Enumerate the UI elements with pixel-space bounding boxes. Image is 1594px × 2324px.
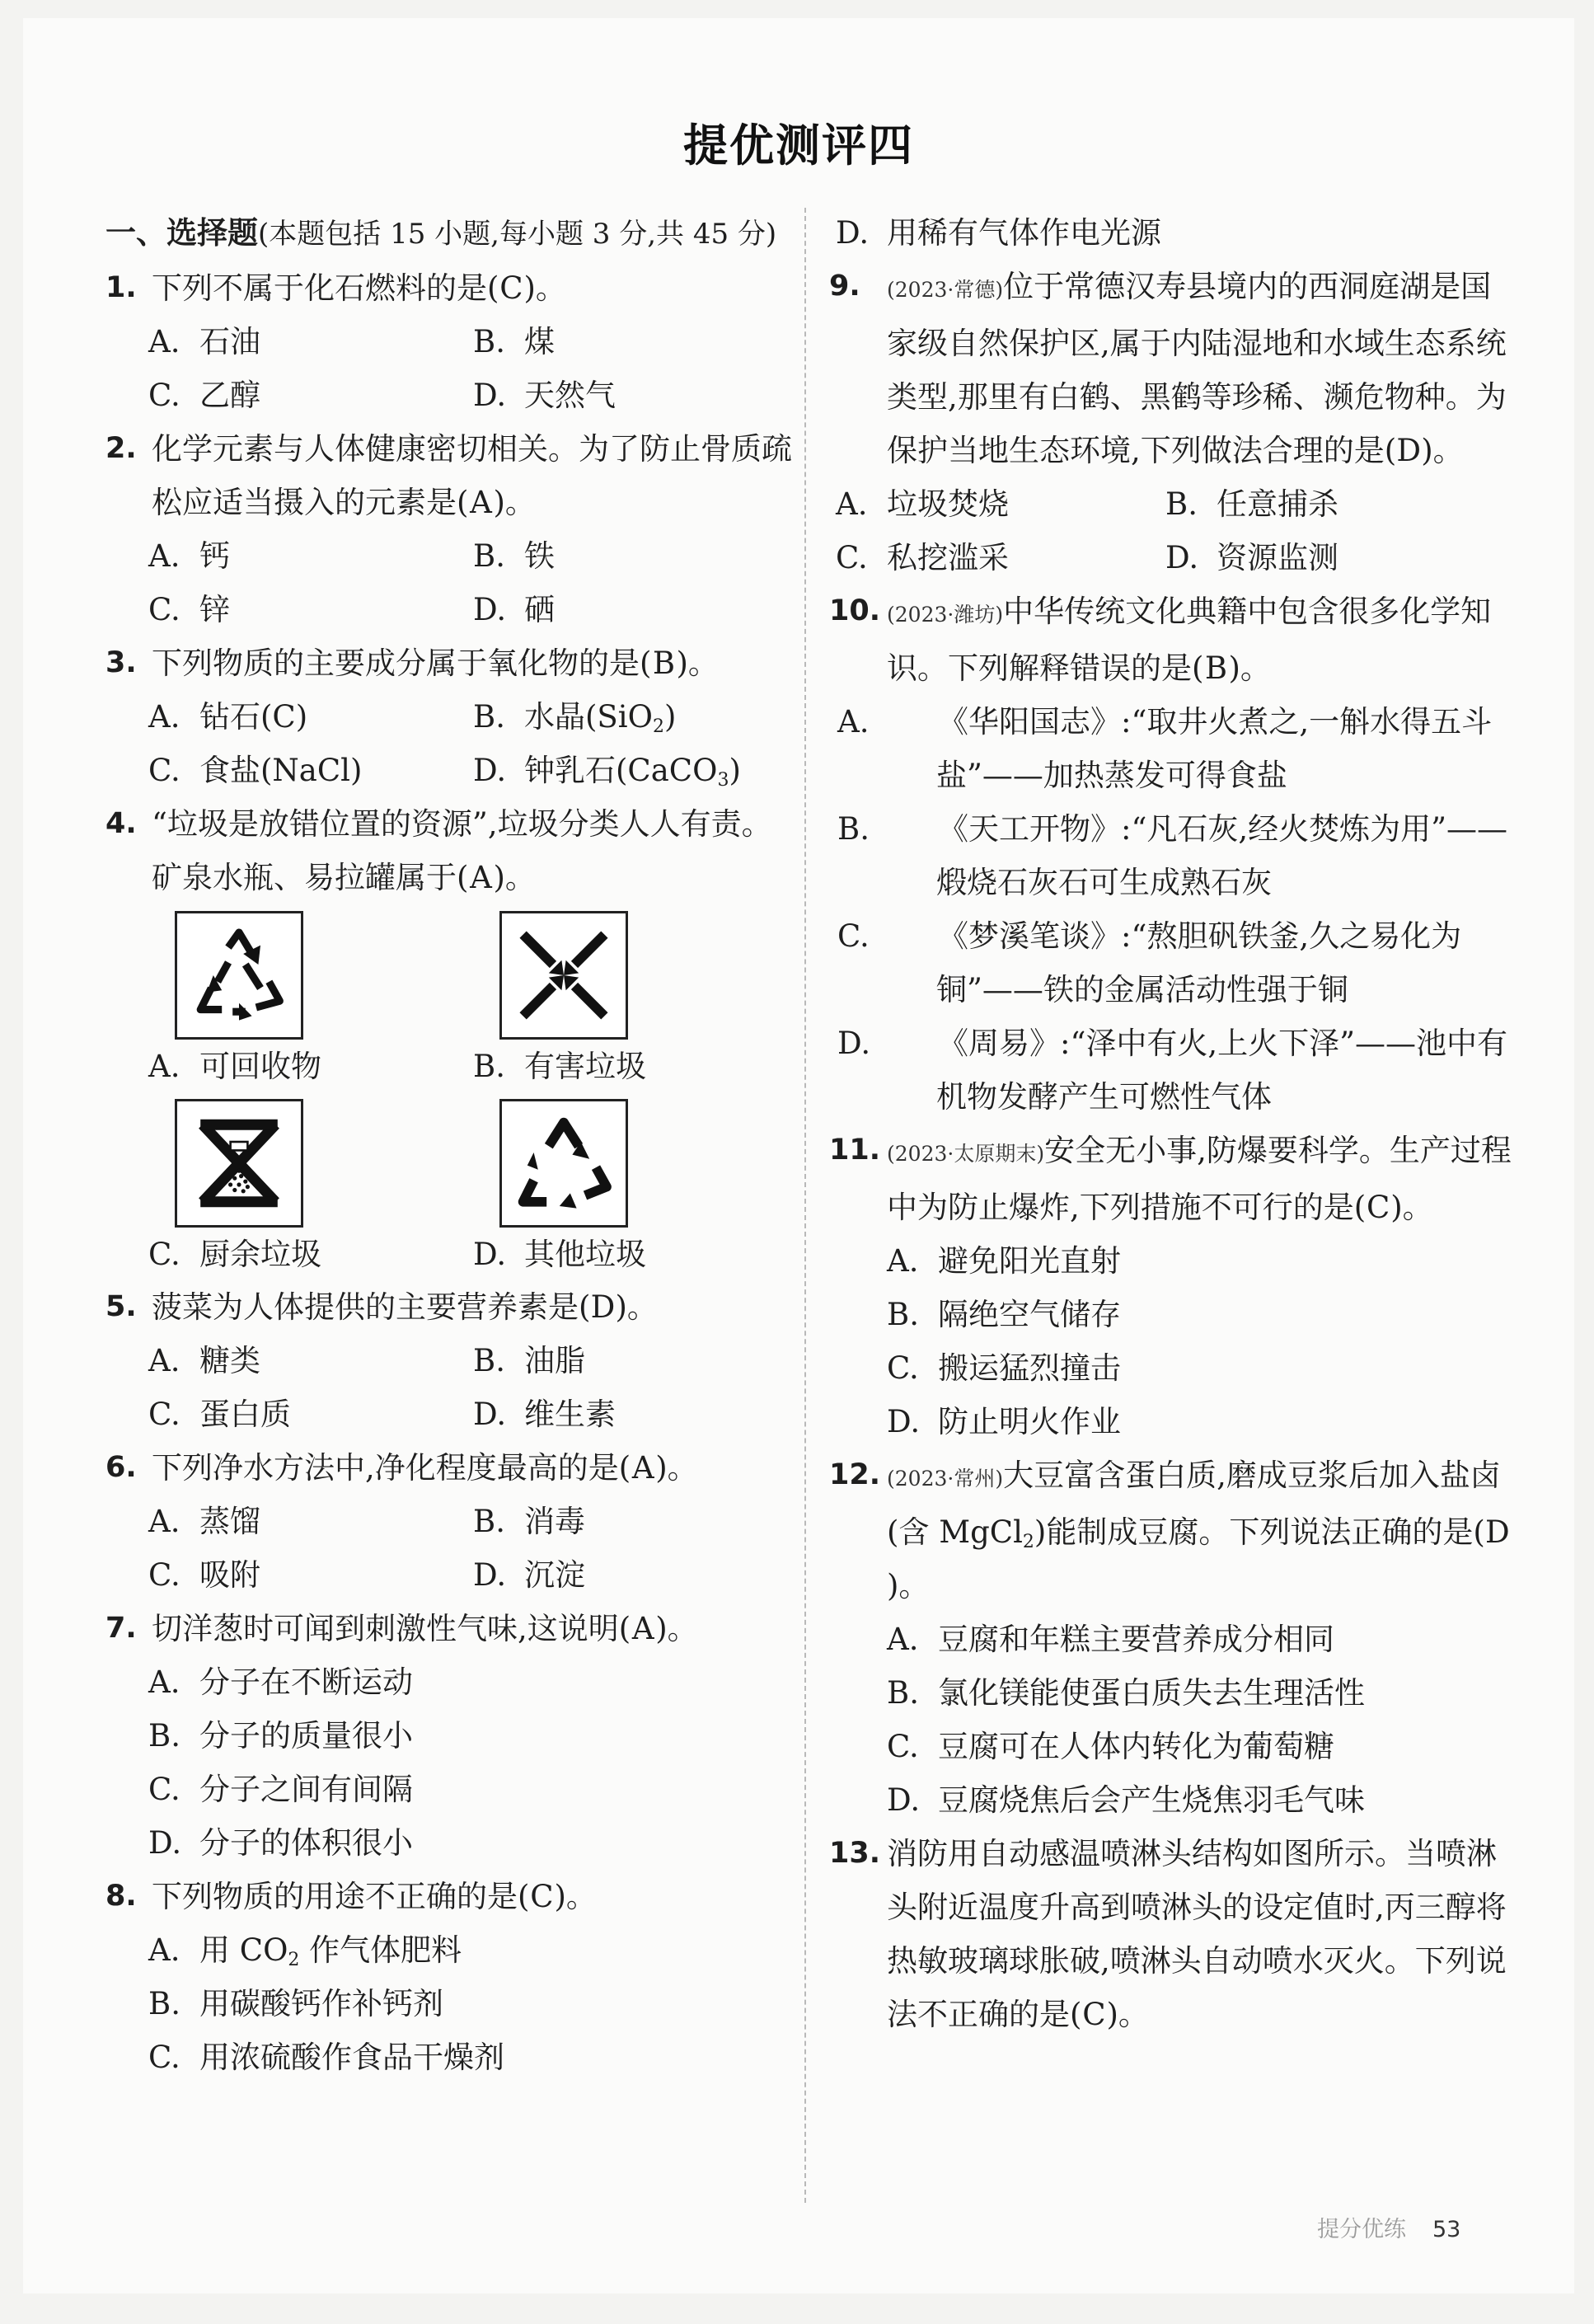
option-d	[148, 1816, 798, 1870]
option-a	[148, 1495, 473, 1548]
option-letter: C.	[148, 2040, 180, 2075]
question-number: 4.	[105, 807, 137, 840]
options-7	[105, 1655, 798, 1870]
question-stem: 消防用自动感温喷淋头结构如图所示。当喷淋头附近温度升高到喷淋头的设定值时,丙三醇将热敏玻璃球胀破,喷淋头自动喷水灭火。下列说法不正确的是(	[887, 1836, 1507, 2032]
right-column	[829, 206, 1521, 2041]
option-text: 乙醇	[199, 378, 260, 413]
answer: D	[1484, 1514, 1510, 1550]
option-text: 避免阳光直射	[938, 1243, 1121, 1279]
option-d	[837, 1016, 1521, 1124]
option-letter: A.	[148, 1932, 180, 1968]
question-stem: 菠菜为人体提供的主要营养素是(	[152, 1289, 591, 1325]
options-3	[105, 690, 798, 797]
question-6	[105, 1441, 798, 1495]
answer: C	[1367, 1190, 1390, 1225]
option-d	[473, 1548, 798, 1602]
option-b	[837, 802, 1521, 909]
option-text: 厨余垃圾	[199, 1237, 321, 1272]
option-letter: D.	[473, 592, 507, 627]
options-4-row-1	[105, 911, 798, 1092]
question-source: (2023·潍坊)	[887, 603, 1004, 627]
kitchen-waste-icon	[175, 1099, 303, 1228]
option-text: 蛋白质	[199, 1397, 291, 1432]
question-5	[105, 1280, 798, 1334]
stem-end: )。	[887, 1568, 930, 1603]
question-stem: “垃圾是放错位置的资源”,垃圾分类人人有责。矿泉水瓶、易拉罐属于(	[152, 806, 772, 895]
option-letter: C.	[887, 1729, 919, 1764]
option-text: 石油	[199, 324, 260, 359]
option-text: 《天工开物》:“凡石灰,经火焚炼为用”——煅烧石灰石可生成熟石灰	[936, 811, 1508, 900]
answer: A	[470, 860, 492, 895]
options-11	[829, 1234, 1521, 1448]
option-letter: A.	[148, 1049, 180, 1084]
option-d	[1165, 531, 1495, 585]
answer: D	[1396, 433, 1422, 468]
option-letter: A.	[887, 1622, 919, 1657]
options-8	[105, 1923, 798, 2084]
option-letter: B.	[837, 811, 870, 847]
option-letter: C.	[148, 592, 180, 627]
option-letter: A.	[148, 1664, 180, 1700]
question-stem: 切洋葱时可闻到刺激性气味,这说明(	[152, 1611, 631, 1646]
stem-end: )。	[1228, 650, 1271, 686]
options-9	[829, 477, 1521, 585]
page-title: 提优测评四	[683, 120, 914, 171]
option-text: 防止明火作业	[938, 1404, 1121, 1439]
option-text: 氯化镁能使蛋白质失去生理活性	[938, 1675, 1365, 1711]
option-text: 铁	[524, 538, 555, 574]
option-text: 私挖滥采	[887, 540, 1009, 575]
option-letter: B.	[473, 1343, 505, 1378]
page-number: 53	[1432, 2217, 1461, 2242]
option-b	[148, 1977, 798, 2031]
question-number: 3.	[105, 646, 137, 679]
option-c	[887, 1341, 1521, 1395]
question-stem: 大豆富含蛋白质,磨成豆浆后加入盐卤(含 MgCl	[887, 1458, 1501, 1550]
option-c	[148, 1387, 473, 1441]
option-c	[148, 1763, 798, 1816]
option-text-end: )	[729, 753, 741, 788]
question-12	[829, 1448, 1521, 1613]
option-letter: C.	[148, 1397, 180, 1432]
hazardous-waste-icon	[499, 911, 628, 1040]
option-text: 其他垃圾	[524, 1237, 646, 1272]
section-label: 一、选择题	[105, 215, 258, 251]
page	[23, 18, 1574, 2293]
answer: C	[1082, 1997, 1106, 2032]
question-number: 5.	[105, 1290, 137, 1323]
option-letter: A.	[887, 1243, 919, 1279]
question-9	[829, 260, 1521, 477]
option-letter: B.	[887, 1675, 919, 1711]
stem-end: )。	[655, 1611, 698, 1646]
answer: C	[499, 270, 523, 306]
subscript: 2	[288, 1950, 300, 1970]
answer: A	[631, 1450, 654, 1486]
left-column	[105, 206, 798, 2084]
option-text: 用碳酸钙作补钙剂	[199, 1986, 443, 2021]
option-letter: A.	[837, 704, 870, 739]
option-letter: B.	[1165, 486, 1198, 522]
question-11	[829, 1124, 1521, 1234]
option-d	[887, 1773, 1521, 1827]
question-stem: 中华传统文化典籍中包含很多化学知识。下列解释错误的是(	[887, 594, 1492, 686]
recycle-icon	[175, 911, 303, 1040]
option-c	[148, 744, 473, 797]
stem-end: )。	[523, 270, 566, 306]
stem-end: )。	[615, 1289, 658, 1325]
option-text-end: )	[663, 699, 677, 735]
stem-end: )。	[493, 860, 536, 895]
option-text: 分子的体积很小	[199, 1825, 413, 1861]
option-text: 吸附	[199, 1557, 260, 1593]
question-1	[105, 261, 798, 315]
option-d	[887, 1395, 1521, 1448]
option-text: 任意捕杀	[1217, 486, 1338, 522]
option-b	[887, 1666, 1521, 1720]
option-letter: C.	[836, 540, 868, 575]
option-letter: C.	[887, 1350, 919, 1386]
option-a	[837, 695, 1521, 802]
option-text: 钙	[199, 538, 230, 574]
option-letter: A.	[148, 324, 180, 359]
option-d	[473, 1387, 798, 1441]
stem-end: )。	[493, 485, 536, 520]
option-b	[473, 529, 798, 583]
options-10	[829, 695, 1521, 1124]
subscript: 3	[717, 770, 729, 791]
option-c	[148, 369, 473, 422]
column-divider	[804, 208, 806, 2203]
option-text: 可回收物	[199, 1049, 321, 1084]
answer: A	[631, 1611, 654, 1646]
option-text: 蒸馏	[199, 1504, 260, 1539]
option-letter: C.	[148, 753, 180, 788]
option-letter: D.	[887, 1404, 921, 1439]
option-letter: D.	[837, 1026, 871, 1061]
option-text: 垃圾焚烧	[887, 486, 1009, 522]
option-d	[473, 583, 798, 636]
options-6	[105, 1495, 798, 1602]
option-text: 豆腐和年糕主要营养成分相同	[938, 1622, 1334, 1657]
option-letter: C.	[837, 918, 870, 954]
option-text: 硒	[524, 592, 555, 627]
option-c	[837, 909, 1521, 1016]
option-letter: A.	[836, 486, 868, 522]
option-b	[887, 1288, 1521, 1341]
question-13	[829, 1827, 1521, 2041]
option-a	[148, 315, 473, 369]
footer-label: 提分优练	[1317, 2217, 1406, 2242]
option-a	[148, 690, 473, 744]
option-text-end: 作气体肥料	[299, 1932, 462, 1968]
option-text: 钻石(C)	[199, 699, 308, 735]
section-heading	[105, 206, 798, 261]
option-a	[148, 1655, 798, 1709]
question-number: 8.	[105, 1880, 137, 1913]
option-text: 《周易》:“泽中有火,上火下泽”——池中有机物发酵产生可燃性气体	[936, 1026, 1508, 1115]
option-text: 分子之间有间隔	[199, 1772, 413, 1807]
option-text: 用稀有气体作电光源	[887, 215, 1161, 251]
option-text: 有害垃圾	[524, 1049, 646, 1084]
question-number: 10.	[829, 594, 881, 627]
options-5	[105, 1334, 798, 1441]
option-b	[473, 1495, 798, 1548]
option-letter: C.	[148, 378, 180, 413]
option-letter: C.	[148, 1557, 180, 1593]
option-c	[148, 1548, 473, 1602]
question-stem-end: )能制成豆腐。下列说法正确的是(	[1034, 1514, 1485, 1550]
question-8	[105, 1870, 798, 1923]
option-text: 分子在不断运动	[199, 1664, 413, 1700]
stem-end: )。	[1390, 1190, 1433, 1225]
options-4-row-2	[105, 1099, 798, 1280]
option-a	[836, 477, 1165, 531]
question-10	[829, 585, 1521, 695]
page-footer	[1317, 2211, 1460, 2243]
options-12	[829, 1613, 1521, 1827]
option-text: 分子的质量很小	[199, 1718, 413, 1754]
option-text: 糖类	[199, 1343, 260, 1378]
question-number: 2.	[105, 432, 137, 465]
question-stem: 下列净水方法中,净化程度最高的是(	[152, 1450, 631, 1486]
answer: A	[470, 485, 492, 520]
answer: B	[1204, 650, 1228, 686]
question-4	[105, 797, 798, 904]
option-d	[473, 369, 798, 422]
option-letter: D.	[473, 753, 507, 788]
option-b	[473, 315, 798, 369]
option-d	[473, 744, 798, 797]
question-stem: 安全无小事,防爆要科学。生产过程中为防止爆炸,下列措施不可行的是(	[887, 1133, 1512, 1225]
option-letter: D.	[473, 1237, 507, 1272]
option-c	[148, 1099, 473, 1280]
question-3	[105, 636, 798, 690]
question-source: (2023·常州)	[887, 1467, 1004, 1491]
other-waste-icon	[499, 1099, 628, 1228]
option-letter: C.	[148, 1772, 180, 1807]
question-stem: 下列物质的主要成分属于氧化物的是(	[152, 646, 652, 681]
question-2	[105, 422, 798, 529]
option-text: 水晶(SiO	[524, 699, 653, 735]
answer: B	[652, 646, 676, 681]
option-text: 豆腐烧焦后会产生烧焦羽毛气味	[938, 1782, 1365, 1818]
option-b	[473, 690, 798, 744]
stem-end: )。	[1421, 433, 1464, 468]
question-number: 1.	[105, 271, 137, 304]
question-stem: 位于常德汉寿县境内的西洞庭湖是国家级自然保护区,属于内陆湿地和水域生态系统类型,那里有白鹤、黑鹤等珍稀、濒危物种。为保护当地生态环境,下列做法合理的是(	[887, 269, 1507, 468]
option-letter: D.	[887, 1782, 921, 1818]
question-number: 6.	[105, 1451, 137, 1484]
option-letter: B.	[473, 1049, 505, 1084]
option-letter: D.	[473, 378, 507, 413]
option-letter: B.	[473, 538, 505, 574]
question-source: (2023·常德)	[887, 278, 1004, 302]
option-letter: C.	[148, 1237, 180, 1272]
option-d	[473, 1099, 798, 1280]
option-d	[836, 206, 1521, 260]
option-text: 消毒	[524, 1504, 585, 1539]
option-c	[887, 1720, 1521, 1773]
stem-end: )。	[554, 1879, 597, 1914]
option-a	[148, 1923, 798, 1977]
answer: D	[590, 1289, 616, 1325]
question-number: 13.	[829, 1837, 881, 1870]
option-text: 资源监测	[1217, 540, 1338, 575]
stem-end: )。	[676, 646, 719, 681]
options-8-continued	[829, 206, 1521, 260]
question-stem: 化学元素与人体健康密切相关。为了防止骨质疏松应适当摄入的元素是(	[152, 431, 792, 520]
option-a	[887, 1613, 1521, 1666]
question-stem: 下列不属于化石燃料的是(	[152, 270, 499, 306]
question-number: 7.	[105, 1612, 137, 1645]
option-b	[1165, 477, 1495, 531]
option-text: 锌	[199, 592, 230, 627]
option-letter: A.	[148, 538, 180, 574]
question-stem: 下列物质的用途不正确的是(	[152, 1879, 530, 1914]
option-letter: D.	[473, 1397, 507, 1432]
option-letter: A.	[148, 1504, 180, 1539]
option-text: 搬运猛烈撞击	[938, 1350, 1121, 1386]
option-letter: A.	[148, 699, 180, 735]
option-text: 维生素	[524, 1397, 616, 1432]
option-letter: D.	[836, 215, 870, 251]
option-text: 沉淀	[524, 1557, 585, 1593]
option-letter: A.	[148, 1343, 180, 1378]
option-text: 用 CO	[199, 1932, 288, 1968]
section-note: (本题包括 15 小题,每小题 3 分,共 45 分)	[258, 218, 777, 251]
option-letter: B.	[473, 324, 505, 359]
options-1	[105, 315, 798, 422]
option-letter: B.	[148, 1986, 180, 2021]
option-text: 天然气	[524, 378, 616, 413]
stem-end: )。	[655, 1450, 698, 1486]
option-text: 《梦溪笔谈》:“熬胆矾铁釜,久之易化为铜”——铁的金属活动性强于铜	[936, 918, 1462, 1007]
option-letter: B.	[887, 1297, 919, 1332]
question-number: 9.	[829, 270, 860, 303]
option-text: 食盐(NaCl)	[199, 753, 363, 788]
option-letter: B.	[473, 699, 505, 735]
option-a	[148, 911, 473, 1092]
option-b	[473, 911, 798, 1092]
question-number: 12.	[829, 1458, 881, 1491]
options-2	[105, 529, 798, 636]
option-a	[148, 529, 473, 583]
option-letter: D.	[1165, 540, 1199, 575]
option-text: 煤	[524, 324, 555, 359]
question-number: 11.	[829, 1134, 881, 1167]
option-text: 钟乳石(CaCO	[524, 753, 718, 788]
option-text: 《华阳国志》:“取井火煮之,一斛水得五斗盐”——加热蒸发可得食盐	[936, 704, 1493, 793]
option-text: 隔绝空气储存	[938, 1297, 1121, 1332]
option-text: 豆腐可在人体内转化为葡萄糖	[938, 1729, 1334, 1764]
option-b	[473, 1334, 798, 1387]
option-a	[887, 1234, 1521, 1288]
option-c	[148, 2031, 798, 2084]
subscript: 2	[1022, 1532, 1034, 1552]
stem-end: )。	[1106, 1997, 1149, 2032]
option-letter: B.	[148, 1718, 180, 1754]
option-letter: B.	[473, 1504, 505, 1539]
subscript: 2	[652, 716, 664, 737]
option-a	[148, 1334, 473, 1387]
option-text: 油脂	[524, 1343, 585, 1378]
option-c	[836, 531, 1165, 585]
option-letter: D.	[473, 1557, 507, 1593]
answer: C	[530, 1879, 554, 1914]
option-letter: D.	[148, 1825, 182, 1861]
question-7	[105, 1602, 798, 1655]
option-b	[148, 1709, 798, 1763]
option-c	[148, 583, 473, 636]
option-text: 用浓硫酸作食品干燥剂	[199, 2040, 504, 2075]
question-source: (2023·太原期末)	[887, 1142, 1045, 1166]
